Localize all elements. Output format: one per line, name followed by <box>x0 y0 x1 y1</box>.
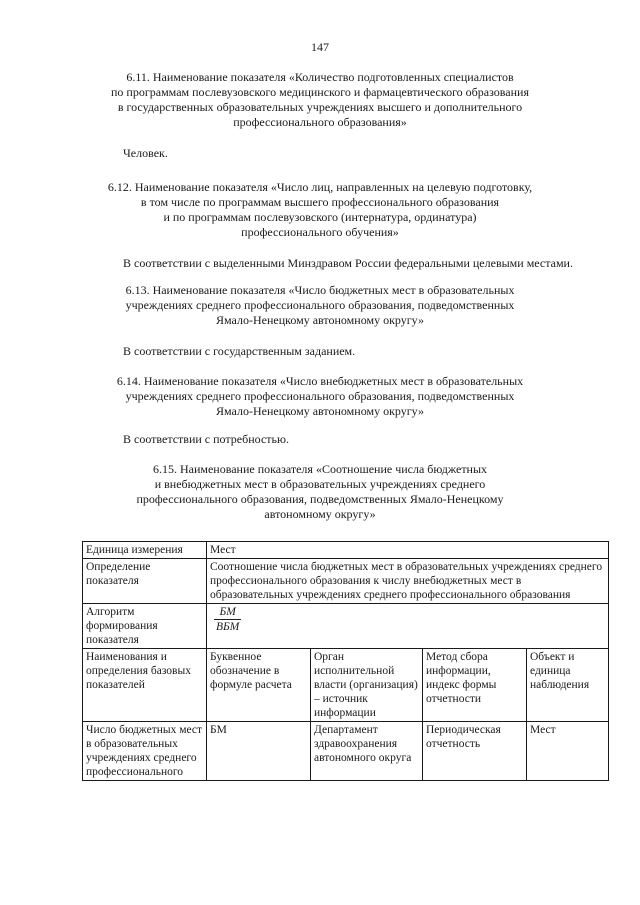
header-cell: Метод сбора информации, индекс формы отчетности <box>423 649 527 722</box>
formula-numerator: БМ <box>214 605 241 620</box>
heading-line: и внебюджетных мест в образовательных учреждениях среднего <box>154 477 486 491</box>
definition-label: Определение показателя <box>83 559 207 604</box>
table-row-unit <box>83 542 609 559</box>
heading-line: 6.14. Наименование показателя «Число внебюджетных мест в образовательных <box>116 374 524 388</box>
heading-line: Ямало-Ненецкому автономному округу» <box>216 313 424 327</box>
heading-line: и по программам послевузовского (интернатура, ординатура) <box>163 210 477 224</box>
section-6-13-heading <box>0 283 640 328</box>
formula-fraction <box>214 605 241 634</box>
header-cell: Орган исполнительной власти (организация) – источник информации <box>311 649 423 722</box>
formula-denominator: ВБМ <box>216 621 240 633</box>
heading-line: 6.13. Наименование показателя «Число бюджетных мест в образовательных <box>125 283 515 297</box>
table-cell: БМ <box>207 722 311 781</box>
definition-value: Соотношение числа бюджетных мест в образовательных учреждениях среднего профессионального образования к числу внебюджетных мест в образовательных учреждениях среднего профессионального образования <box>207 559 609 604</box>
section-6-12-heading <box>0 180 640 240</box>
section-6-12-answer: В соответствии с выделенными Минздравом России федеральными целевыми местами. <box>123 256 573 270</box>
indicator-table <box>82 541 609 781</box>
header-cell: Наименования и определения базовых показателей <box>83 649 207 722</box>
page-number: 147 <box>311 40 329 54</box>
section-6-14-answer: В соответствии с потребностью. <box>123 432 289 446</box>
table-cell: Периодическая отчетность <box>423 722 527 781</box>
section-6-15-heading <box>0 462 640 522</box>
section-6-13-answer: В соответствии с государственным заданием. <box>123 344 356 358</box>
heading-line: учреждениях среднего профессионального образования, подведомственных <box>125 298 515 312</box>
unit-label: Единица измерения <box>83 542 207 559</box>
unit-value: Мест <box>207 542 609 559</box>
table-row-definition <box>83 559 609 604</box>
heading-line: 6.15. Наименование показателя «Соотношение числа бюджетных <box>152 462 488 476</box>
heading-line: автономному округу» <box>264 507 376 521</box>
table-cell: Число бюджетных мест в образовательных учреждениях среднего профессионального <box>83 722 207 781</box>
table-cell: Департамент здравоохранения автономного округа <box>311 722 423 781</box>
algorithm-label: Алгоритм формирования показателя <box>83 604 207 649</box>
section-6-11-answer: Человек. <box>123 146 168 160</box>
heading-line: в государственных образовательных учреждениях высшего и дополнительного <box>117 100 523 114</box>
heading-line: 6.11. Наименование показателя «Количество подготовленных специалистов <box>126 70 514 84</box>
heading-line: профессионального образования, подведомственных Ямало-Ненецкому <box>136 492 504 506</box>
table-cell: Мест <box>527 722 609 781</box>
algorithm-formula <box>207 604 609 649</box>
table-header-row <box>83 649 609 722</box>
heading-line: учреждениях среднего профессионального образования, подведомственных <box>125 389 515 403</box>
section-6-11-heading <box>0 70 640 130</box>
heading-line: профессионального обучения» <box>241 225 399 239</box>
table-row-algorithm <box>83 604 609 649</box>
heading-line: профессионального образования» <box>233 115 407 129</box>
table-row <box>83 722 609 781</box>
section-6-14-heading <box>0 374 640 419</box>
heading-line: Ямало-Ненецкому автономному округу» <box>216 404 424 418</box>
header-cell: Объект и единица наблюдения <box>527 649 609 722</box>
header-cell: Буквенное обозначение в формуле расчета <box>207 649 311 722</box>
heading-line: по программам послевузовского медицинского и фармацевтического образования <box>111 85 529 99</box>
heading-line: в том числе по программам высшего профессионального образования <box>140 195 500 209</box>
heading-line: 6.12. Наименование показателя «Число лиц, направленных на целевую подготовку, <box>107 180 533 194</box>
